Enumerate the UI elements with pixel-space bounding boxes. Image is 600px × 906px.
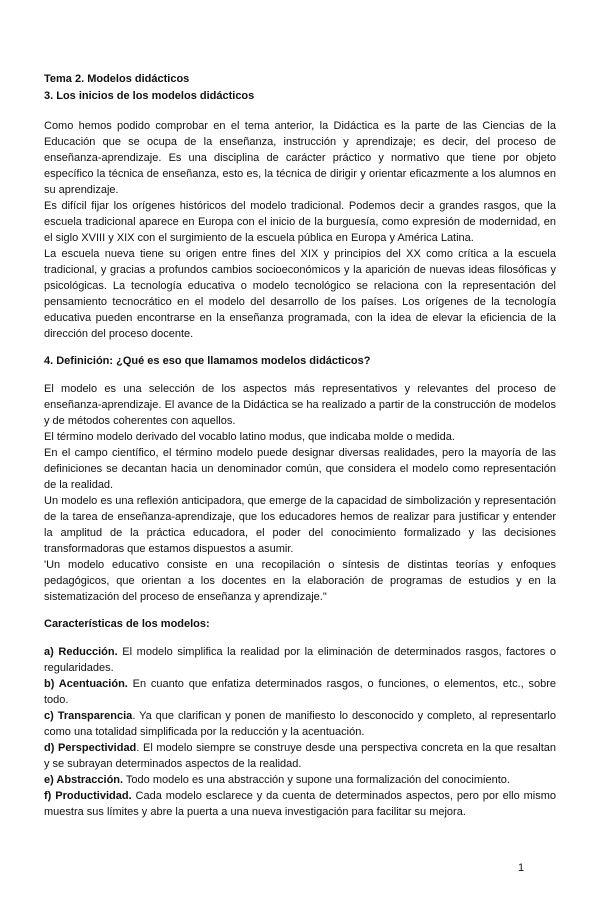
characteristic-term: f) Productividad. (44, 790, 132, 802)
paragraph: Como hemos podido comprobar en el tema anterior, la Didáctica es la parte de las Ciencias de la Educación que se ocupa de la enseñanza, instrucción y aprendizaje; es decir, del proceso de enseñanza-aprendizaje. Es una disciplina de carácter práctico y normativo que tiene por objeto específico la técnica de enseñanza, esto es, la técnica de dirigir y orientar eficazmente a los alumnos en su aprendizaje. (44, 120, 556, 196)
characteristic-text: El modelo simplifica la realidad por la eliminación de determinados rasgos, factores o regularidades. (44, 646, 556, 674)
section-4-heading: 4. Definición: ¿Qué es eso que llamamos modelos didácticos? (44, 355, 371, 367)
document-page (44, 0, 556, 906)
paragraph: La escuela nueva tiene su origen entre fines del XIX y principios del XX como crítica a la escuela tradicional, y gracias a profundos cambios socioeconómicos y la aparición de nuevas ideas filosóficas y psicológicas. La tecnología educativa o modelo tecnológico se relaciona con la representación del pensamiento tecnocrático en el modelo del desarrollo de los países. Los orígenes de la tecnología educativa pueden encontrarse en la enseñanza programada, con la idea de elevar la eficiencia de la dirección del proceso docente. (44, 248, 556, 340)
characteristic-item (44, 676, 556, 708)
characteristic-term: e) Abstracción. (44, 774, 124, 786)
paragraph: Un modelo es una reflexión anticipadora, que emerge de la capacidad de simbolización y representación de la tarea de enseñanza-aprendizaje, que los educadores hemos de realizar para justificar y entender la amplitud de la práctica educadora, el poder del conocimiento formalizado y las decisiones transformadoras que estamos dispuestos a asumir. (44, 495, 556, 555)
characteristic-term: a) Reducción. (44, 646, 118, 658)
characteristic-text: Todo modelo es una abstracción y supone una formalización del conocimiento. (123, 774, 510, 786)
characteristic-text: . Ya que clarifican y ponen de manifiesto lo desconocido y completo, al representarlo como una totalidad simplificada por la reducción y la acentuación. (44, 710, 556, 738)
characteristic-term: c) Transparencia (44, 710, 133, 722)
characteristics-heading: Características de los modelos: (44, 618, 210, 630)
characteristic-item (44, 788, 556, 820)
page-number: 1 (518, 862, 525, 874)
document-title: Tema 2. Modelos didácticos (44, 73, 190, 85)
characteristic-term: b) Acentuación. (44, 678, 128, 690)
paragraph: El modelo es una selección de los aspectos más representativos y relevantes del proceso de enseñanza-aprendizaje. El avance de la Didáctica se ha realizado a partir de la construcción de modelos y de métodos coherentes con aquellos. (44, 383, 556, 427)
paragraph: En el campo científico, el término modelo puede designar diversas realidades, pero la mayoría de las definiciones se decantan hacia un denominador común, que considera el modelo como representación de la realidad. (44, 447, 556, 491)
characteristic-item (44, 772, 556, 788)
characteristic-item (44, 740, 556, 772)
paragraph: Es difícil fijar los orígenes históricos del modelo tradicional. Podemos decir a grandes rasgos, que la escuela tradicional aparece en Europa con el inicio de la burguesía, como expresión de modernidad, en el siglo XVIII y XIX con el surgimiento de la escuela pública en Europa y América Latina. (44, 200, 556, 244)
section-3-heading: 3. Los inicios de los modelos didácticos (44, 90, 255, 102)
characteristic-item (44, 644, 556, 676)
paragraph: El término modelo derivado del vocablo latino modus, que indicaba molde o medida. (44, 431, 455, 443)
characteristic-text: En cuanto que enfatiza determinados rasgos, o funciones, o elementos, etc., sobre todo. (44, 678, 556, 706)
paragraph: 'Un modelo educativo consiste en una recopilación o síntesis de distintas teorías y enfoques pedagógicos, que orientan a los docentes en la elaboración de programas de estudios y en la sistematización del proceso de enseñanza y aprendizaje." (44, 559, 556, 603)
characteristic-text: . El modelo siempre se construye desde una perspectiva concreta en la que resaltan y se subrayan determinados aspectos de la realidad. (44, 742, 556, 770)
characteristic-term: d) Perspectividad (44, 742, 137, 754)
characteristic-item (44, 708, 556, 740)
page-footer (44, 860, 556, 876)
characteristic-text: Cada modelo esclarece y da cuenta de determinados aspectos, pero por ello mismo muestra sus límites y abre la puerta a una nueva investigación para facilitar su mejora. (44, 790, 557, 818)
